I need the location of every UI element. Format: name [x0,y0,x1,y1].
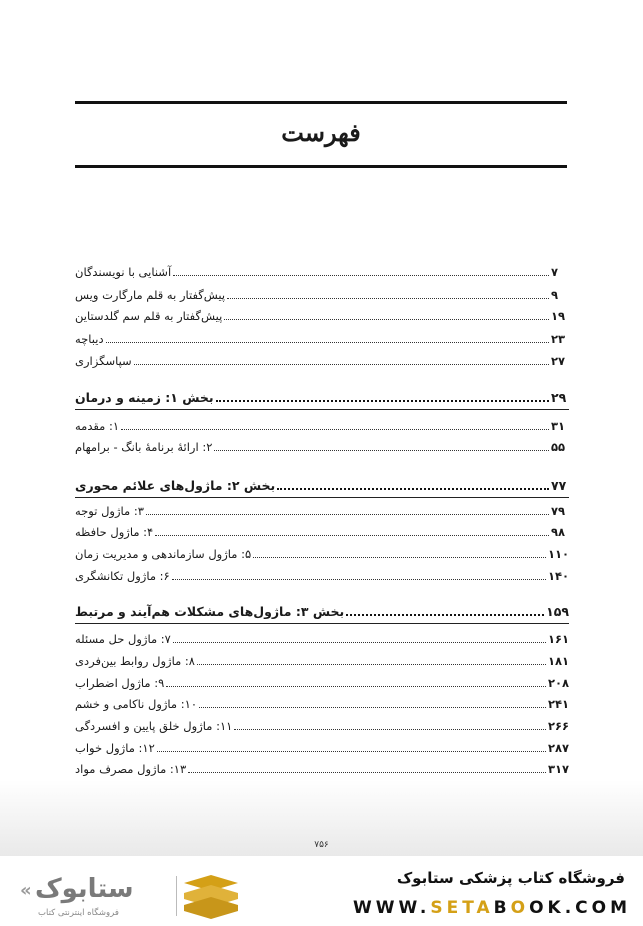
toc-label: بخش ۱: زمینه و درمان [75,390,214,405]
toc-page-number: ۱۵۹ [546,604,569,619]
toc-section-row[interactable] [75,477,569,493]
toc-dot-leader [346,614,544,616]
toc-dot-leader [166,686,546,687]
toc-entry-row[interactable] [75,545,569,561]
toc-page-number: ۲۶۶ [547,719,569,733]
toc-page-number: ۵۵ [551,440,566,454]
url-part: WWW. [353,898,431,918]
toc-dot-leader [224,319,549,320]
toc-entry-row[interactable] [75,438,569,454]
toc-label: سپاسگزاری [75,354,132,368]
toc-label: ۸: ماژول روابط بین‌فردی [75,654,195,668]
title-top-rule [75,101,567,104]
title-bottom-rule [75,165,567,168]
toc-page-number: ۳۱۷ [547,762,569,776]
toc-page-number: ۹ [551,288,559,302]
toc-entry-row[interactable] [75,263,569,279]
toc-page-number: ۱۸۱ [547,654,569,668]
toc-dot-leader [253,557,546,558]
toc-page-number: ۲۴۱ [547,697,569,711]
toc-page-number: ۱۴۰ [547,569,569,583]
logo-wordmark: ستابوک [35,874,134,904]
toc-label: ۱۳: ماژول مصرف مواد [75,762,187,776]
toc-label: ۱: مقدمه [75,419,120,433]
url-part: OK.COM [529,898,631,918]
toc-label: بخش ۲: ماژول‌های علائم محوری [75,478,276,493]
toc-dot-leader [172,579,546,580]
logo-divider [176,876,177,916]
toc-section-row[interactable] [75,389,569,405]
toc-label: ۵: ماژول سازماندهی و مدیریت زمان [75,547,252,561]
toc-dot-leader [173,642,546,643]
toc-label: دیباچه [75,332,104,346]
toc-dot-leader [155,535,549,536]
toc-page-number: ۲۹ [551,390,567,405]
toc-label: پیش‌گفتار به قلم سم گلدستاین [75,309,223,323]
toc-page-number: ۱۱۰ [547,547,569,561]
toc-page-number: ۲۳ [551,332,566,346]
book-stack-logo-icon [180,873,242,921]
toc-label: ۷: ماژول حل مسئله [75,632,171,646]
toc-dot-leader [106,342,549,343]
toc-dot-leader [214,450,549,451]
toc-page-number: ۷ [551,265,559,279]
double-chevron-icon: « [20,880,32,901]
toc-dot-leader [134,364,549,365]
toc-page-number: ۱۶۱ [547,632,569,646]
page-number: ۷۵۶ [314,840,329,850]
toc-page-number: ۲۰۸ [547,676,569,690]
shop-url[interactable] [353,898,631,918]
toc-label: ۹: ماژول اضطراب [75,676,165,690]
toc-entry-row[interactable] [75,286,569,302]
toc-entry-row[interactable] [75,417,569,433]
toc-entry-row[interactable] [75,502,569,518]
toc-dot-leader [157,751,546,752]
toc-label: بخش ۳: ماژول‌های مشکلات هم‌آیند و مرتبط [75,604,345,619]
toc-entry-row[interactable] [75,695,569,711]
toc-entry-row[interactable] [75,307,569,323]
url-part: B [493,898,511,918]
toc-dot-leader [234,729,546,730]
toc-entry-row[interactable] [75,652,569,668]
toc-dot-leader [188,772,546,773]
toc-label: ۱۱: ماژول خلق پایین و افسردگی [75,719,233,733]
shop-name: فروشگاه کتاب پزشکی ستابوک [396,869,625,887]
toc-label: آشنایی با نویسندگان [75,265,172,279]
logo-tagline: فروشگاه اینترنتی کتاب [38,908,119,918]
page-title: فهرست [281,118,361,147]
toc-entry-row[interactable] [75,760,569,776]
toc-page-number: ۷۷ [551,478,567,493]
toc-page-number: ۳۱ [551,419,566,433]
toc-page-number: ۹۸ [551,525,566,539]
toc-label: پیش‌گفتار به قلم مارگارت ویس [75,288,226,302]
url-highlight: O [510,898,530,918]
toc-entry-row[interactable] [75,352,569,368]
toc-label: ۳: ماژول توجه [75,504,144,518]
toc-entry-row[interactable] [75,739,569,755]
toc-page-number: ۷۹ [551,504,566,518]
toc-dot-leader [146,514,549,515]
toc-entry-row[interactable] [75,717,569,733]
toc-label: ۲: ارائهٔ برنامهٔ بانگ - برامهام [75,440,213,454]
toc-entry-row[interactable] [75,523,569,539]
toc-entry-row[interactable] [75,330,569,346]
toc-dot-leader [227,298,549,299]
toc-page-number: ۲۸۷ [547,741,569,755]
toc-label: ۶: ماژول تکانشگری [75,569,170,583]
toc-dot-leader [216,400,549,402]
url-highlight: SETA [430,898,494,918]
toc-page-number: ۲۷ [551,354,566,368]
toc-dot-leader [199,707,546,708]
toc-dot-leader [277,488,549,490]
toc-dot-leader [173,275,549,276]
toc-dot-leader [197,664,546,665]
toc-label: ۱۰: ماژول ناکامی و خشم [75,697,197,711]
toc-entry-row[interactable] [75,567,569,583]
toc-label: ۱۲: ماژول خواب [75,741,155,755]
toc-entry-row[interactable] [75,674,569,690]
toc-label: ۴: ماژول حافظه [75,525,154,539]
toc-entry-row[interactable] [75,630,569,646]
toc-dot-leader [121,429,549,430]
toc-page-number: ۱۹ [551,309,566,323]
toc-section-row[interactable] [75,603,569,619]
